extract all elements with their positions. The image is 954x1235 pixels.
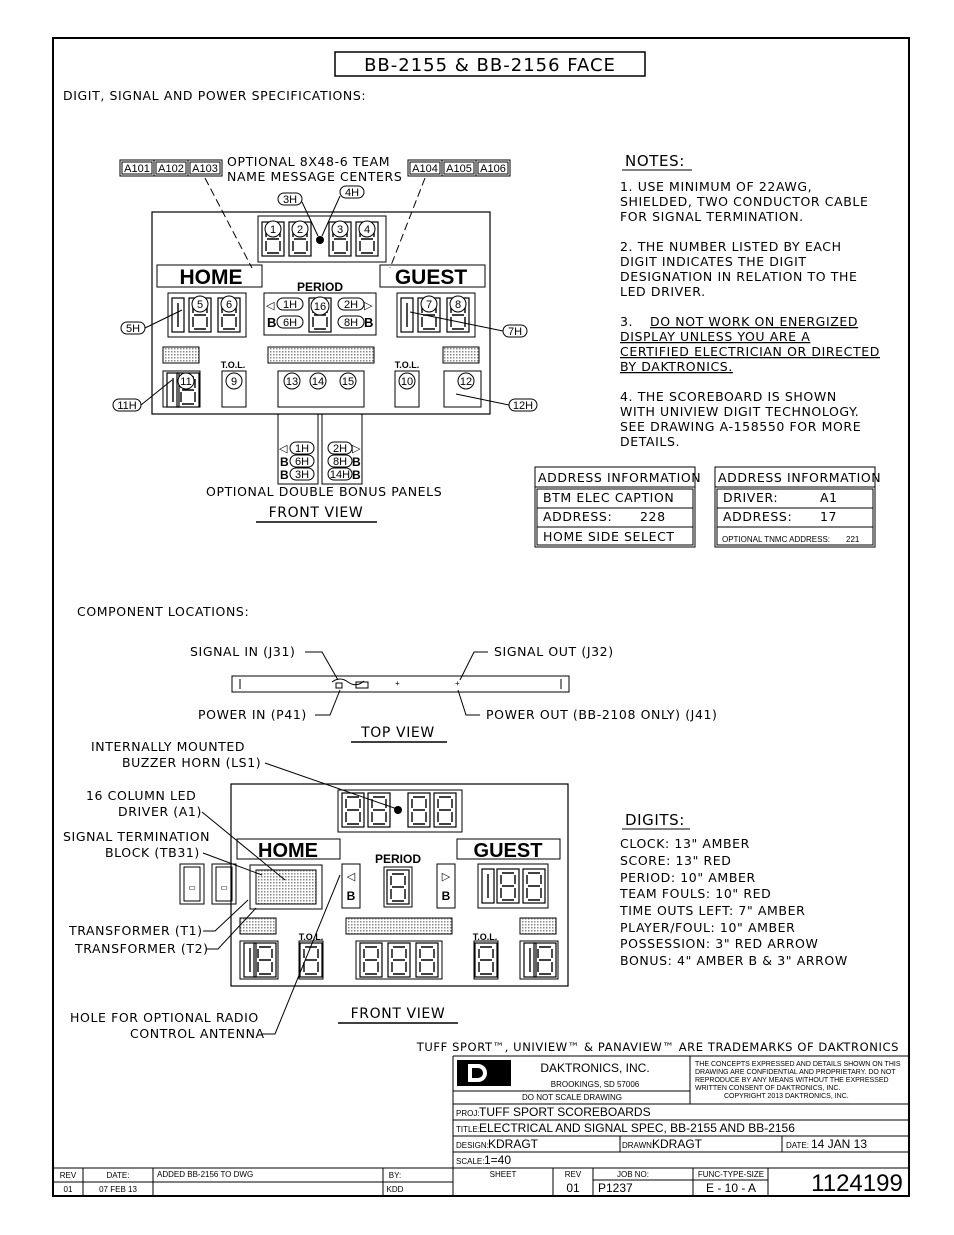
svg-text:228: 228 xyxy=(640,509,666,524)
svg-text:6H: 6H xyxy=(294,456,310,468)
address-table-left xyxy=(535,467,701,547)
tol-guest-caption-2: T.O.L. xyxy=(472,932,498,942)
front-view-2 xyxy=(63,739,568,1041)
svg-text:SCORE: 13" RED: SCORE: 13" RED xyxy=(620,853,732,868)
power-in-label: POWER IN (P41) xyxy=(198,707,307,722)
period-caption: PERIOD xyxy=(296,280,344,294)
page-title: BB-2155 & BB-2156 FACE xyxy=(364,55,616,76)
svg-text:KDRAGT: KDRAGT xyxy=(488,1137,539,1151)
bonus-left-b-2: B xyxy=(346,889,356,903)
svg-text:HOME SIDE SELECT: HOME SIDE SELECT xyxy=(543,529,675,544)
svg-text:PROJ:: PROJ: xyxy=(456,1109,480,1118)
svg-text:DRAWN:: DRAWN: xyxy=(622,1141,655,1150)
player-digit-15: 15 xyxy=(341,376,355,388)
double-bonus-label: OPTIONAL DOUBLE BONUS PANELS xyxy=(206,484,443,499)
svg-text:DRIVER:: DRIVER: xyxy=(723,490,779,505)
callout-4h: 4H xyxy=(344,187,360,199)
home-score-digit-6: 6 xyxy=(225,299,233,311)
svg-text:BONUS: 4" AMBER B & 3" ARROW: BONUS: 4" AMBER B & 3" ARROW xyxy=(620,953,848,968)
double-bonus-left xyxy=(279,442,314,482)
driver-label-2: DRIVER (A1) xyxy=(118,804,202,819)
message-center-right xyxy=(408,160,510,176)
buzzer-label-2: BUZZER HORN (LS1) xyxy=(122,755,262,770)
guest-caption-2: GUEST xyxy=(473,840,543,862)
svg-text:DESIGNATION IN RELATION TO THE: DESIGNATION IN RELATION TO THE xyxy=(620,269,858,284)
svg-text:OPTIONAL TNMC ADDRESS:: OPTIONAL TNMC ADDRESS: xyxy=(722,535,831,544)
svg-text:1. USE MINIMUM OF 22AWG,: 1. USE MINIMUM OF 22AWG, xyxy=(620,179,813,194)
svg-text:B: B xyxy=(280,455,289,469)
guest-score-digit-8: 8 xyxy=(454,299,462,311)
tol-home-caption: T.O.L. xyxy=(220,360,246,370)
svg-text:3: 3 xyxy=(336,224,344,236)
company-name: DAKTRONICS, INC. xyxy=(540,1061,650,1075)
svg-text:PLAYER/FOUL: 10" AMBER: PLAYER/FOUL: 10" AMBER xyxy=(620,920,796,935)
fouls-guest-12: 12 xyxy=(459,376,473,388)
guest-caption: GUEST xyxy=(394,266,468,289)
callout-7h: 7H xyxy=(507,326,523,338)
svg-text:2H: 2H xyxy=(332,443,348,455)
svg-text:221: 221 xyxy=(846,535,860,544)
svg-text:ADDRESS INFORMATION: ADDRESS INFORMATION xyxy=(538,470,702,485)
trademarks-line: TUFF SPORT™, UNIVIEW™ & PANAVIEW™ ARE TRADEMARKS OF DAKTRONICS xyxy=(416,1040,899,1054)
digits-spec xyxy=(619,811,848,968)
svg-text:1=40: 1=40 xyxy=(484,1153,512,1167)
signal-term-label-2: BLOCK (TB31) xyxy=(105,845,200,860)
callout-12h: 12H xyxy=(512,400,534,412)
player-digit-13: 13 xyxy=(285,376,299,388)
mc-a101: A101 xyxy=(124,163,150,175)
bonus-right-b-2: B xyxy=(441,889,451,903)
svg-text:DO NOT WORK ON ENERGIZED: DO NOT WORK ON ENERGIZED xyxy=(650,314,859,329)
tol-guest-10: 10 xyxy=(400,376,414,388)
section-specs-heading: DIGIT, SIGNAL AND POWER SPECIFICATIONS: xyxy=(63,88,367,103)
svg-text:FUNC-TYPE-SIZE: FUNC-TYPE-SIZE xyxy=(697,1170,765,1179)
svg-text:CERTIFIED ELECTRICIAN OR DIREC: CERTIFIED ELECTRICIAN OR DIRECTED xyxy=(620,344,880,359)
svg-text:KDRAGT: KDRAGT xyxy=(652,1137,703,1151)
svg-text:◁: ◁ xyxy=(279,443,288,455)
svg-text:2: 2 xyxy=(296,224,304,236)
svg-text:JOB NO:: JOB NO: xyxy=(616,1170,650,1179)
svg-text:ADDRESS:: ADDRESS: xyxy=(723,509,793,524)
home-score-digit-5: 5 xyxy=(196,299,204,311)
double-bonus-right xyxy=(328,442,361,482)
svg-text:COPYRIGHT 2013 DAKTRONICS, INC: COPYRIGHT 2013 DAKTRONICS, INC. xyxy=(724,1093,849,1100)
svg-text:01: 01 xyxy=(63,1185,73,1194)
svg-text:07 FEB 13: 07 FEB 13 xyxy=(99,1185,137,1194)
svg-text:DETAILS.: DETAILS. xyxy=(620,434,681,449)
mc-a102: A102 xyxy=(158,163,184,175)
svg-text:THE CONCEPTS EXPRESSED AND DET: THE CONCEPTS EXPRESSED AND DETAILS SHOWN ON THIS xyxy=(695,1061,901,1068)
svg-text:B: B xyxy=(280,468,289,482)
svg-text:▭: ▭ xyxy=(188,883,196,892)
callout-11h: 11H xyxy=(117,400,137,412)
svg-text:3.: 3. xyxy=(620,314,634,329)
poss-left-1h: 1H xyxy=(282,299,298,311)
transformer-t2-label: TRANSFORMER (T2) xyxy=(75,941,209,956)
tol-home-caption-2: T.O.L. xyxy=(298,932,324,942)
svg-text:FOR SIGNAL TERMINATION.: FOR SIGNAL TERMINATION. xyxy=(620,209,804,224)
buzzer-label-1: INTERNALLY MOUNTED xyxy=(91,739,246,754)
svg-text:◁: ◁ xyxy=(346,871,356,883)
signal-in-label: SIGNAL IN (J31) xyxy=(190,644,296,659)
svg-text:REV: REV xyxy=(564,1170,582,1179)
svg-text:SCALE:: SCALE: xyxy=(456,1157,485,1166)
home-caption-2: HOME xyxy=(258,840,318,862)
period-digit-16: 16 xyxy=(313,301,327,313)
svg-text:3H: 3H xyxy=(294,469,310,481)
svg-text:SHIELDED, TWO CONDUCTOR CABLE: SHIELDED, TWO CONDUCTOR CABLE xyxy=(620,194,869,209)
fouls-home-11: 11 xyxy=(180,376,192,388)
svg-text:+: + xyxy=(395,679,400,688)
signal-term-label-1: SIGNAL TERMINATION xyxy=(63,829,211,844)
poss-right-2h: 2H xyxy=(343,299,359,311)
svg-text:+: + xyxy=(455,679,460,688)
svg-text:ADDRESS:: ADDRESS: xyxy=(543,509,613,524)
poss-right-arrow: ▷ xyxy=(364,300,373,312)
home-caption: HOME xyxy=(179,266,243,289)
svg-text:A1: A1 xyxy=(820,490,838,505)
mc-a104: A104 xyxy=(412,163,438,175)
svg-text:01: 01 xyxy=(566,1181,580,1195)
svg-text:TIME OUTS LEFT: 7" AMBER: TIME OUTS LEFT: 7" AMBER xyxy=(620,903,806,918)
svg-text:4. THE SCOREBOARD IS SHOWN: 4. THE SCOREBOARD IS SHOWN xyxy=(620,389,837,404)
svg-text:17: 17 xyxy=(820,509,838,524)
svg-text:14H: 14H xyxy=(329,469,351,481)
player-digit-14: 14 xyxy=(311,376,325,388)
front-view-1-caption: FRONT VIEW xyxy=(268,505,364,521)
front-view-2-caption: FRONT VIEW xyxy=(350,1006,446,1022)
power-out-label: POWER OUT (BB-2108 ONLY) (J41) xyxy=(486,707,718,722)
svg-text:DATE:: DATE: xyxy=(106,1171,130,1180)
svg-text:LED DRIVER.: LED DRIVER. xyxy=(620,284,706,299)
svg-text:REPRODUCE BY ANY MEANS WITHOUT: REPRODUCE BY ANY MEANS WITHOUT THE EXPRESSED xyxy=(695,1077,889,1084)
bonus-right-b: B xyxy=(364,315,374,330)
message-center-left xyxy=(120,160,222,176)
svg-text:POSSESSION: 3" RED ARROW: POSSESSION: 3" RED ARROW xyxy=(620,936,819,951)
project-name: TUFF SPORT SCOREBOARDS xyxy=(479,1105,651,1119)
bonus-left-6h: 6H xyxy=(282,317,298,329)
svg-text:SEE DRAWING A-158550 FOR MORE: SEE DRAWING A-158550 FOR MORE xyxy=(620,419,862,434)
svg-text:BY:: BY: xyxy=(388,1171,402,1180)
signal-out-label: SIGNAL OUT (J32) xyxy=(494,644,614,659)
svg-text:▷: ▷ xyxy=(352,443,361,455)
guest-score-digit-7: 7 xyxy=(425,299,433,311)
svg-text:▷: ▷ xyxy=(441,871,451,883)
clock-digit-labels xyxy=(265,221,375,237)
poss-left-arrow: ◁ xyxy=(266,300,275,312)
drawing-title: ELECTRICAL AND SIGNAL SPEC, BB-2155 AND BB-2156 xyxy=(479,1121,795,1135)
svg-text:E - 10 - A: E - 10 - A xyxy=(705,1181,757,1195)
mc-label-line2: NAME MESSAGE CENTERS xyxy=(227,169,403,184)
svg-text:▭: ▭ xyxy=(220,883,228,892)
svg-text:DRAWING ARE CONFIDENTIAL AND P: DRAWING ARE CONFIDENTIAL AND PROPRIETARY. DO NOT xyxy=(695,1069,896,1076)
driver-label-1: 16 COLUMN LED xyxy=(86,788,197,803)
tol-guest-caption: T.O.L. xyxy=(394,360,420,370)
bonus-right-8h: 8H xyxy=(343,317,359,329)
section-components-heading: COMPONENT LOCATIONS: xyxy=(77,604,250,619)
svg-text:DISPLAY UNLESS YOU ARE A: DISPLAY UNLESS YOU ARE A xyxy=(620,329,811,344)
antenna-label-2: CONTROL ANTENNA xyxy=(130,1026,265,1041)
svg-text:CLOCK: 13" AMBER: CLOCK: 13" AMBER xyxy=(620,836,750,851)
mc-a103: A103 xyxy=(192,163,218,175)
svg-text:DESIGN:: DESIGN: xyxy=(456,1141,489,1150)
front-view-1 xyxy=(113,154,537,522)
svg-text:P1237: P1237 xyxy=(598,1181,633,1195)
svg-text:2. THE NUMBER LISTED BY EACH: 2. THE NUMBER LISTED BY EACH xyxy=(620,239,842,254)
address-table-right xyxy=(715,467,881,547)
transformer-t1-label: TRANSFORMER (T1) xyxy=(69,923,203,938)
do-not-scale: DO NOT SCALE DRAWING xyxy=(521,1093,623,1102)
svg-text:WITH UNIVIEW DIGIT TECHNOLOGY.: WITH UNIVIEW DIGIT TECHNOLOGY. xyxy=(620,404,860,419)
company-city: BROOKINGS, SD 57006 xyxy=(550,1080,640,1089)
svg-text:4: 4 xyxy=(363,224,371,236)
mc-a105: A105 xyxy=(446,163,472,175)
svg-text:B: B xyxy=(352,468,361,482)
svg-text:SHEET: SHEET xyxy=(489,1170,517,1179)
svg-text:ADDRESS INFORMATION: ADDRESS INFORMATION xyxy=(718,470,882,485)
title-block xyxy=(453,1056,909,1197)
svg-text:PERIOD: 10" AMBER: PERIOD: 10" AMBER xyxy=(620,870,756,885)
top-view-caption: TOP VIEW xyxy=(361,725,435,741)
svg-text:KDD: KDD xyxy=(386,1185,404,1194)
svg-text:8H: 8H xyxy=(332,456,348,468)
svg-text:TEAM FOULS: 10" RED: TEAM FOULS: 10" RED xyxy=(620,886,772,901)
callout-5h: 5H xyxy=(125,323,141,335)
tol-home-9: 9 xyxy=(230,376,238,388)
svg-text:BTM ELEC CAPTION: BTM ELEC CAPTION xyxy=(543,490,675,505)
callout-3h: 3H xyxy=(282,194,298,206)
svg-text:BY DAKTRONICS.: BY DAKTRONICS. xyxy=(620,359,733,374)
svg-text:B: B xyxy=(352,455,361,469)
svg-text:DATE:: DATE: xyxy=(786,1141,809,1150)
top-view xyxy=(190,644,718,742)
svg-text:1: 1 xyxy=(269,224,277,236)
svg-text:14 JAN 13: 14 JAN 13 xyxy=(811,1137,868,1151)
notes-heading: NOTES: xyxy=(625,152,685,170)
digits-heading: DIGITS: xyxy=(625,811,685,829)
svg-text:REV: REV xyxy=(59,1171,77,1180)
antenna-label-1: HOLE FOR OPTIONAL RADIO xyxy=(70,1010,259,1025)
drawing-number: 1124199 xyxy=(811,1170,903,1197)
notes-block xyxy=(620,152,880,449)
svg-text:TITLE:: TITLE: xyxy=(456,1125,481,1134)
bonus-left-b: B xyxy=(267,315,277,330)
mc-a106: A106 xyxy=(480,163,506,175)
svg-text:1H: 1H xyxy=(294,443,310,455)
svg-text:DIGIT INDICATES THE DIGIT: DIGIT INDICATES THE DIGIT xyxy=(620,254,807,269)
svg-text:WRITTEN CONSENT OF DAKTRONICS,: WRITTEN CONSENT OF DAKTRONICS, INC. xyxy=(695,1085,841,1092)
period-caption-2: PERIOD xyxy=(374,852,422,866)
revision-block xyxy=(53,1168,453,1196)
mc-label-line1: OPTIONAL 8X48-6 TEAM xyxy=(227,154,391,169)
svg-text:ADDED BB-2156 TO DWG: ADDED BB-2156 TO DWG xyxy=(157,1170,254,1179)
